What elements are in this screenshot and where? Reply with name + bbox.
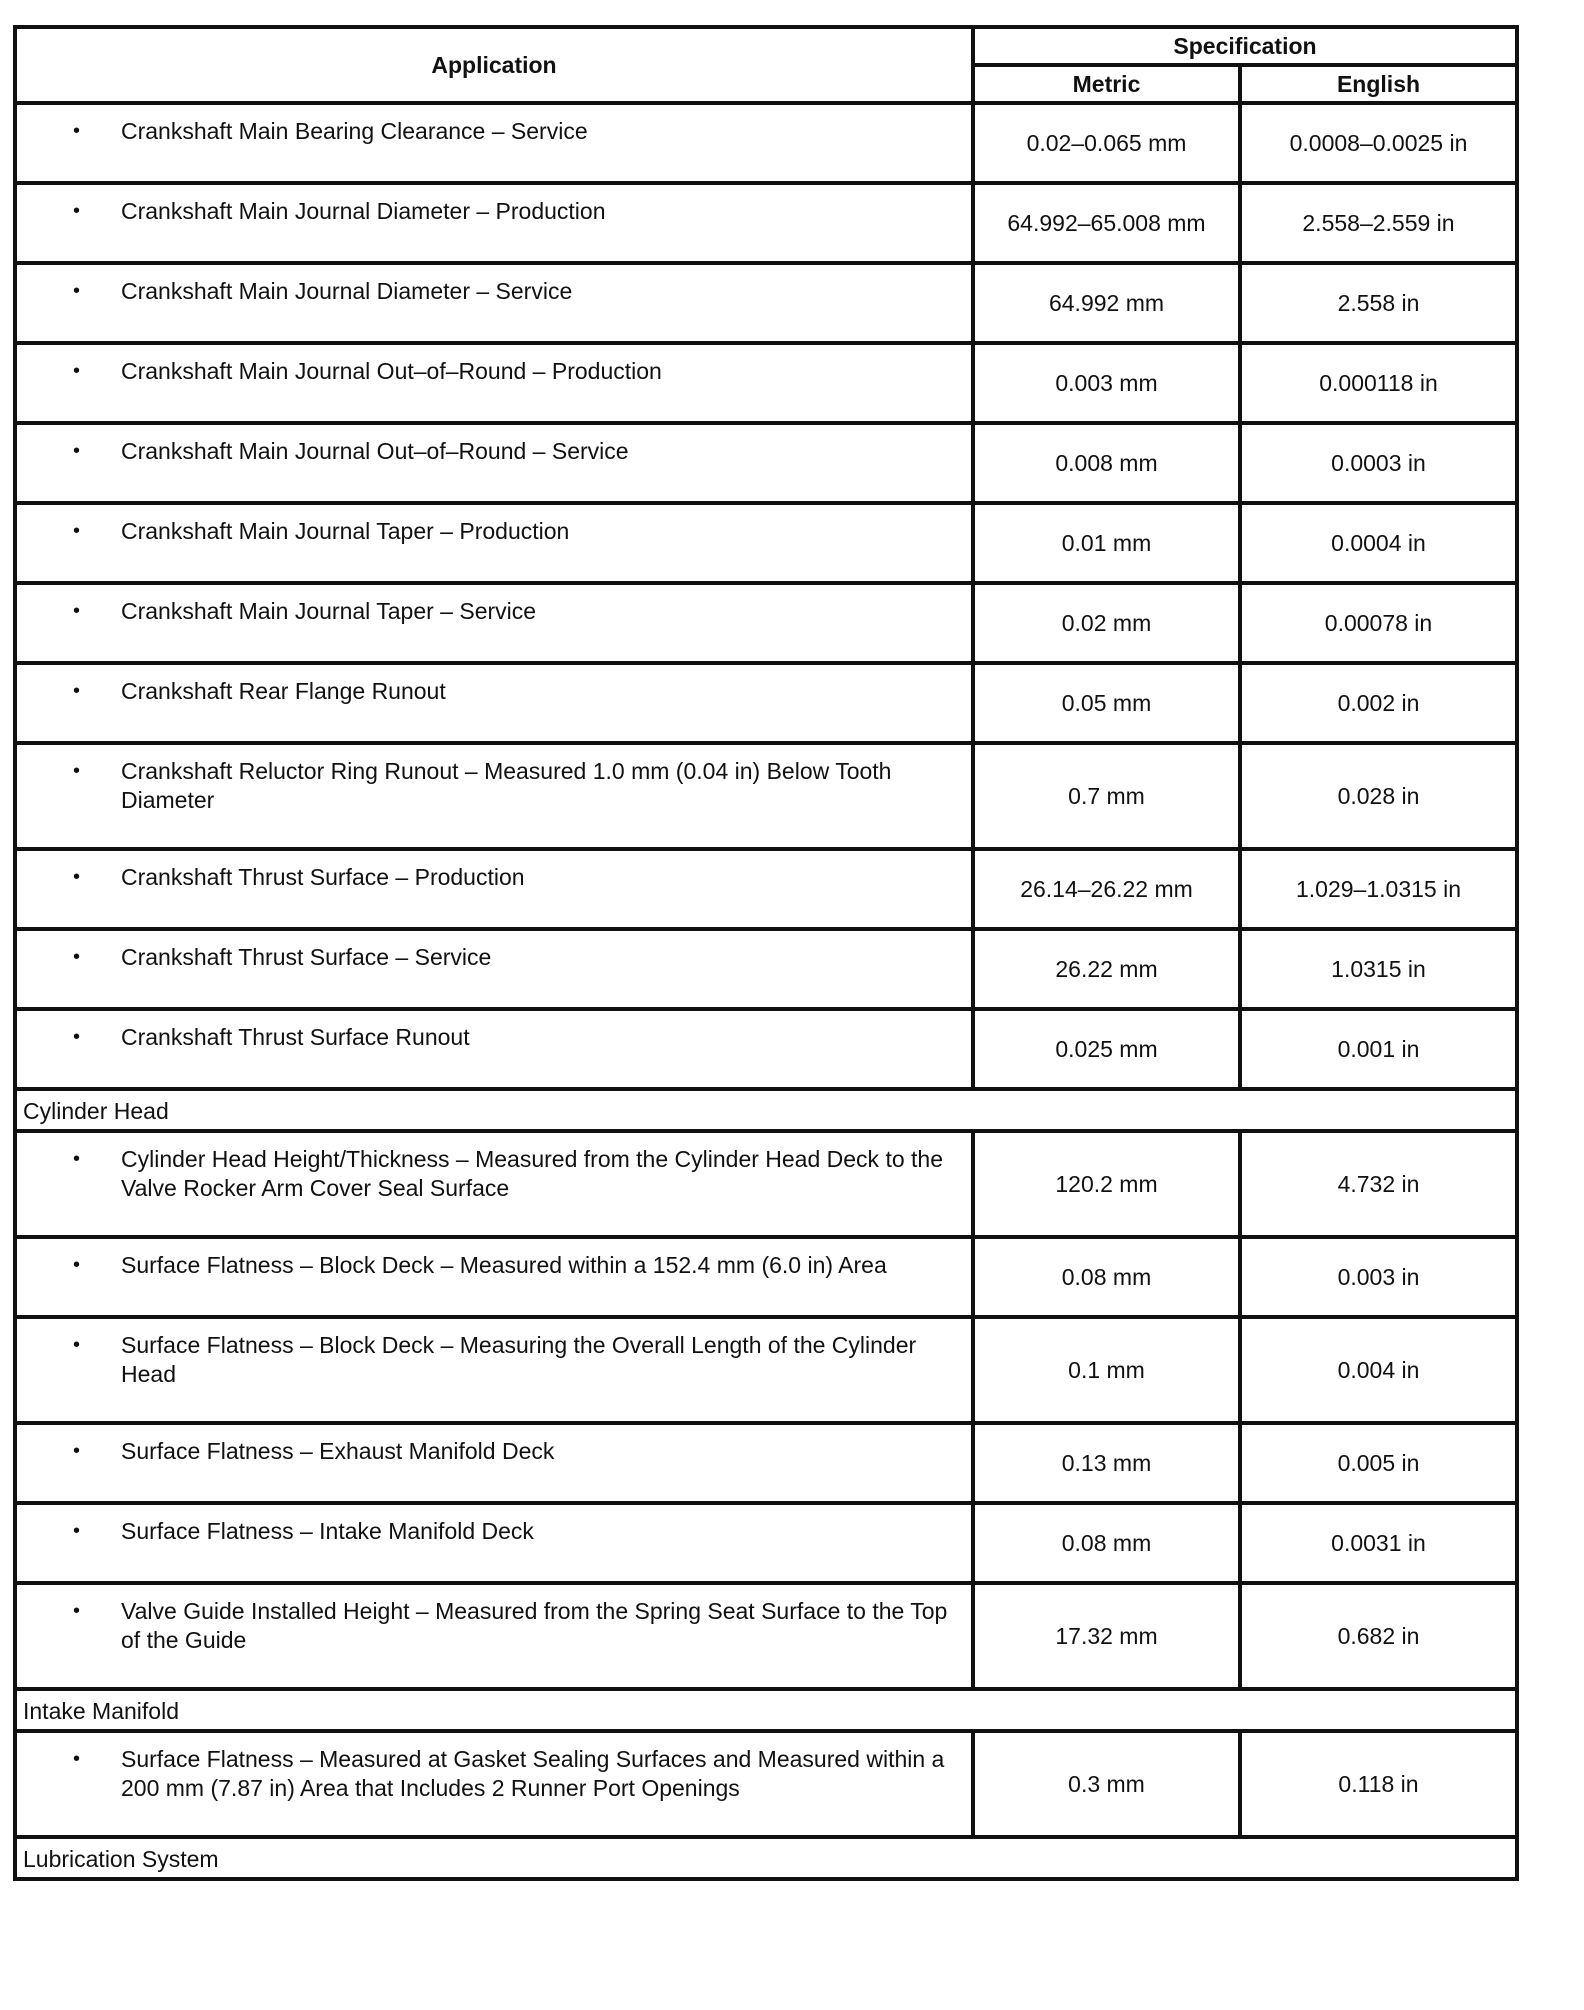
table-row [15,1131,1517,1237]
application-cell [15,849,973,929]
application-cell [15,663,973,743]
metric-value: 0.08 mm [973,1503,1240,1583]
english-header: English [1240,65,1517,103]
table-row [15,1583,1517,1689]
application-text: Surface Flatness – Intake Manifold Deck [121,1518,534,1544]
specification-table [13,25,1519,1881]
table-row [15,1731,1517,1837]
table-row [15,1317,1517,1423]
application-text: Cylinder Head Height/Thickness – Measured from the Cylinder Head Deck to the Valve Rocker Arm Cover Seal Surface [121,1146,943,1201]
english-value: 0.118 in [1240,1731,1517,1837]
table-row [15,103,1517,183]
english-value: 0.0031 in [1240,1503,1517,1583]
application-text: Crankshaft Main Journal Taper – Production [121,518,570,544]
metric-value: 0.008 mm [973,423,1240,503]
bullet-icon: • [73,1520,81,1542]
application-text: Crankshaft Main Journal Taper – Service [121,598,537,624]
bullet-icon: • [73,946,81,968]
section-row [15,1089,1517,1131]
metric-value: 0.13 mm [973,1423,1240,1503]
english-value: 0.004 in [1240,1317,1517,1423]
table-row [15,183,1517,263]
metric-value: 0.1 mm [973,1317,1240,1423]
application-cell [15,1317,973,1423]
application-text: Crankshaft Thrust Surface – Service [121,944,492,970]
bullet-icon: • [73,1254,81,1276]
bullet-icon: • [73,200,81,222]
table-row [15,423,1517,503]
application-text: Surface Flatness – Block Deck – Measured within a 152.4 mm (6.0 in) Area [121,1252,887,1278]
english-value: 1.0315 in [1240,929,1517,1009]
bullet-icon: • [73,360,81,382]
english-value: 2.558 in [1240,263,1517,343]
specification-header: Specification [973,27,1517,65]
application-text: Surface Flatness – Block Deck – Measuring the Overall Length of the Cylinder Head [121,1332,917,1387]
english-value: 0.005 in [1240,1423,1517,1503]
english-value: 0.028 in [1240,743,1517,849]
english-value: 0.682 in [1240,1583,1517,1689]
english-value: 0.002 in [1240,663,1517,743]
bullet-icon: • [73,1026,81,1048]
metric-value: 64.992–65.008 mm [973,183,1240,263]
table-header [15,27,1517,103]
application-cell [15,343,973,423]
section-title: Intake Manifold [15,1689,1517,1731]
application-text: Crankshaft Thrust Surface – Production [121,864,525,890]
metric-value: 0.08 mm [973,1237,1240,1317]
application-text: Crankshaft Rear Flange Runout [121,678,446,704]
application-cell [15,503,973,583]
metric-value: 0.02 mm [973,583,1240,663]
bullet-icon: • [73,1148,81,1170]
metric-value: 120.2 mm [973,1131,1240,1237]
english-value: 4.732 in [1240,1131,1517,1237]
bullet-icon: • [73,1600,81,1622]
application-text: Crankshaft Main Journal Out–of–Round – Production [121,358,662,384]
application-cell [15,583,973,663]
table-row [15,849,1517,929]
bullet-icon: • [73,1440,81,1462]
table-row [15,1237,1517,1317]
bullet-icon: • [73,760,81,782]
bullet-icon: • [73,600,81,622]
table-row [15,503,1517,583]
application-text: Crankshaft Main Journal Diameter – Service [121,278,573,304]
application-cell [15,263,973,343]
application-cell [15,1583,973,1689]
bullet-icon: • [73,120,81,142]
application-text: Crankshaft Reluctor Ring Runout – Measured 1.0 mm (0.04 in) Below Tooth Diameter [121,758,892,813]
metric-value: 0.05 mm [973,663,1240,743]
application-cell [15,1423,973,1503]
metric-value: 0.01 mm [973,503,1240,583]
metric-value: 0.003 mm [973,343,1240,423]
table-row [15,743,1517,849]
table-body [15,103,1517,1879]
english-value: 0.0003 in [1240,423,1517,503]
application-header: Application [15,27,973,103]
application-cell [15,423,973,503]
english-value: 0.0008–0.0025 in [1240,103,1517,183]
english-value: 0.003 in [1240,1237,1517,1317]
table-row [15,1009,1517,1089]
table-row [15,263,1517,343]
bullet-icon: • [73,1748,81,1770]
application-cell [15,103,973,183]
metric-value: 0.7 mm [973,743,1240,849]
metric-value: 0.02–0.065 mm [973,103,1240,183]
application-cell [15,743,973,849]
english-value: 0.0004 in [1240,503,1517,583]
metric-value: 0.025 mm [973,1009,1240,1089]
table-row [15,343,1517,423]
english-value: 0.001 in [1240,1009,1517,1089]
bullet-icon: • [73,866,81,888]
english-value: 2.558–2.559 in [1240,183,1517,263]
application-text: Crankshaft Main Journal Diameter – Production [121,198,606,224]
application-text: Crankshaft Main Bearing Clearance – Service [121,118,588,144]
bullet-icon: • [73,1334,81,1356]
table-row [15,929,1517,1009]
section-title: Cylinder Head [15,1089,1517,1131]
application-text: Crankshaft Thrust Surface Runout [121,1024,470,1050]
english-value: 1.029–1.0315 in [1240,849,1517,929]
application-text: Surface Flatness – Exhaust Manifold Deck [121,1438,555,1464]
english-value: 0.000118 in [1240,343,1517,423]
application-cell [15,183,973,263]
application-cell [15,1503,973,1583]
application-text: Valve Guide Installed Height – Measured from the Spring Seat Surface to the Top of the Guide [121,1598,948,1653]
bullet-icon: • [73,680,81,702]
application-cell [15,1131,973,1237]
application-cell [15,929,973,1009]
bullet-icon: • [73,440,81,462]
english-value: 0.00078 in [1240,583,1517,663]
table-row [15,1423,1517,1503]
application-cell [15,1237,973,1317]
section-row [15,1689,1517,1731]
application-cell [15,1009,973,1089]
metric-value: 0.3 mm [973,1731,1240,1837]
section-row [15,1837,1517,1879]
metric-header: Metric [973,65,1240,103]
table-row [15,663,1517,743]
application-text: Surface Flatness – Measured at Gasket Sealing Surfaces and Measured within a 200 mm (7.87 in) Area that Includes 2 Runner Port Openings [121,1746,945,1801]
metric-value: 26.22 mm [973,929,1240,1009]
application-cell [15,1731,973,1837]
table-row [15,583,1517,663]
bullet-icon: • [73,520,81,542]
application-text: Crankshaft Main Journal Out–of–Round – Service [121,438,629,464]
metric-value: 17.32 mm [973,1583,1240,1689]
section-title: Lubrication System [15,1837,1517,1879]
table-row [15,1503,1517,1583]
metric-value: 64.992 mm [973,263,1240,343]
bullet-icon: • [73,280,81,302]
metric-value: 26.14–26.22 mm [973,849,1240,929]
